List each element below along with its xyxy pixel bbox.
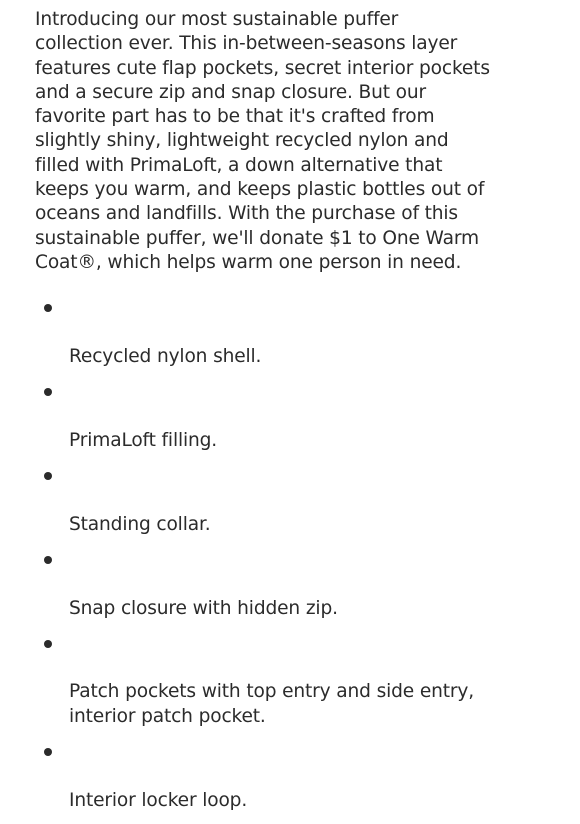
list-item: [35, 548, 565, 621]
list-item-text: Recycled nylon shell.: [69, 345, 262, 367]
list-item-text: Patch pockets with top entry and side entry, interior patch pocket.: [69, 681, 474, 727]
list-item: [35, 380, 565, 453]
description-paragraph: Introducing our most sustainable puffer collection ever. This in-between-seasons layer features cute flap pockets, secret interior pockets and a secure zip and snap closure. But our favorite part has to be that it's crafted from slightly shiny, lightweight recycled nylon and filled with PrimaLoft, a down alternative that keeps you warm, and keeps plastic bottles out of oceans and landfills. With the purchase of this sustainable puffer, we'll donate $1 to One Warm Coat®, which helps warm one person in need.: [35, 9, 490, 273]
product-description: [35, 8, 565, 824]
list-item: [35, 632, 565, 729]
list-item: [35, 296, 565, 369]
bullet-icon: [44, 388, 52, 396]
list-item-text: Interior locker loop.: [69, 789, 248, 811]
list-item-text: PrimaLoft filling.: [69, 429, 218, 451]
feature-list: [35, 296, 565, 813]
list-item: [35, 740, 565, 813]
bullet-icon: [44, 640, 52, 648]
bullet-icon: [44, 556, 52, 564]
list-item-text: Standing collar.: [69, 513, 211, 535]
list-item-text: Snap closure with hidden zip.: [69, 597, 338, 619]
bullet-icon: [44, 304, 52, 312]
bullet-icon: [44, 472, 52, 480]
bullet-icon: [44, 748, 52, 756]
list-item: [35, 464, 565, 537]
